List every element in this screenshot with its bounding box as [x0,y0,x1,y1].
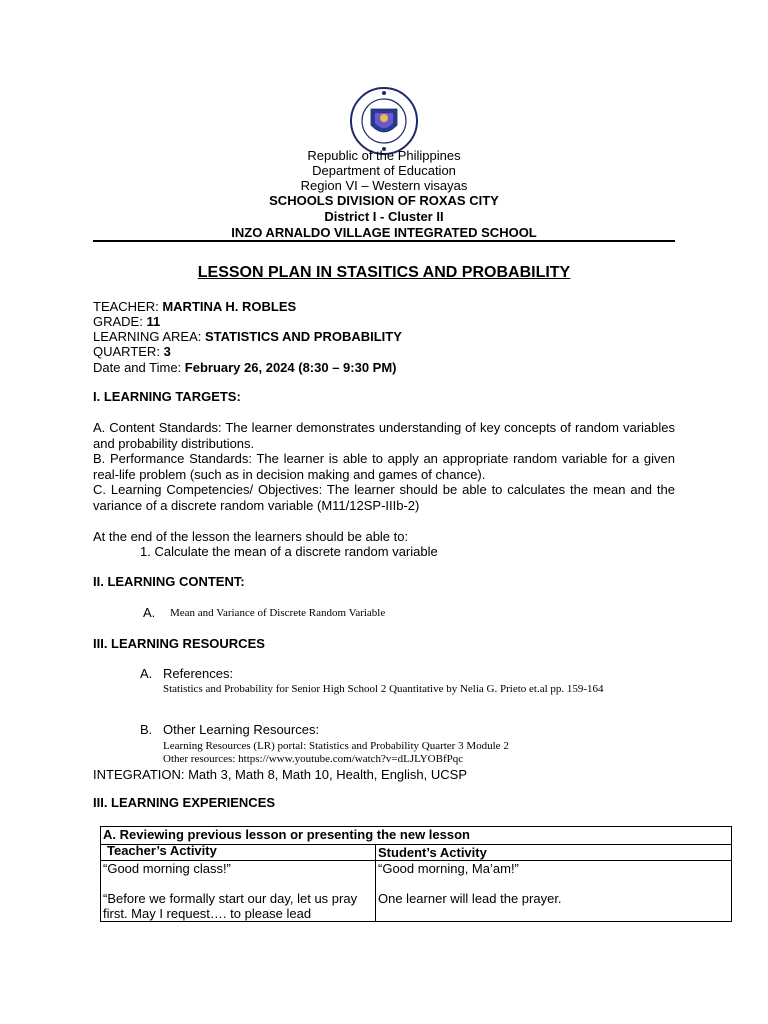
table-title-row [101,827,732,845]
quarter-value: 3 [163,344,171,359]
learning-area-line [93,329,402,344]
references-label: References: [163,666,234,681]
other-resources-link[interactable]: Other resources: https://www.youtube.com/watch?v=dLJLYOBfPqc [163,753,464,765]
content-item: Mean and Variance of Discrete Random Variable [170,607,386,619]
region-line: Region VI – Western visayas [300,178,468,193]
teacher-line [93,299,296,314]
student-activity-cell [376,861,732,922]
area-value: STATISTICS AND PROBABILITY [204,329,402,344]
quarter-label: QUARTER: [93,344,164,359]
teacher-greeting: “Good morning class!” [103,861,231,876]
grade-line [93,314,160,329]
learning-resources-heading: III. LEARNING RESOURCES [93,636,265,651]
department-line: Department of Education [312,163,456,178]
date-value: February 26, 2024 (8:30 – 9:30 PM) [184,360,397,375]
header-divider [93,240,675,242]
performance-standards: B. Performance Standards: The learner is able to apply an appropriate random variable for a given real-life problem (such as in decision making and games of chance). [93,451,675,482]
lr-portal-text: Learning Resources (LR) portal: Statistics and Probability Quarter 3 Module 2 [163,740,509,752]
school-name: INZO ARNALDO VILLAGE INTEGRATED SCHOOL [231,225,537,240]
references-text: Statistics and Probability for Senior High School 2 Quantitative by Nelia G. Prieto et.al pp. 159-164 [163,683,604,695]
other-resources-label: Other Learning Resources: [163,722,320,737]
integration-line: INTEGRATION: Math 3, Math 8, Math 10, Health, English, UCSP [93,767,468,782]
references-letter: A. [140,666,153,681]
date-line [93,360,397,375]
learning-experiences-heading: III. LEARNING EXPERIENCES [93,795,276,810]
grade-label: GRADE: [93,314,147,329]
district-line: District I - Cluster II [324,209,444,224]
table-title: A. Reviewing previous lesson or presenting the new lesson [101,827,732,845]
content-standards: A. Content Standards: The learner demonstrates understanding of key concepts of random variables and probability distributions. [93,420,675,451]
teacher-activity-header: Teacher’s Activity [101,845,376,861]
teacher-label: TEACHER: [93,299,163,314]
republic-line: Republic of the Philippines [307,148,461,163]
quarter-line [93,344,171,359]
teacher-activity-cell [101,861,376,922]
deped-seal-logo [339,87,429,155]
other-resources-letter: B. [140,722,153,737]
table-header-row [101,845,732,861]
area-label: LEARNING AREA: [93,329,205,344]
learning-competencies: C. Learning Competencies/ Objectives: The learner should be able to calculates the mean and the variance of a discrete random variable (M11/12SP-IIIb-2) [93,482,675,513]
objectives-intro: At the end of the lesson the learners should be able to: [93,529,409,544]
student-greeting: “Good morning, Ma’am!” [378,861,519,876]
student-activity-header: Student’s Activity [376,845,732,861]
teacher-prayer-request: “Before we formally start our day, let us pray first. May I request…. to please lead [103,891,358,921]
table-row [101,861,732,922]
teacher-value: MARTINA H. ROBLES [162,299,297,314]
student-prayer-response: One learner will lead the prayer. [378,891,562,906]
learning-content-heading: II. LEARNING CONTENT: [93,574,245,589]
objective-item: 1. Calculate the mean of a discrete random variable [140,544,438,559]
date-label: Date and Time: [93,360,185,375]
learning-experiences-table [100,826,732,922]
content-item-letter: A. [143,605,156,620]
learning-targets-heading: I. LEARNING TARGETS: [93,389,241,404]
grade-value: 11 [146,314,161,329]
division-line: SCHOOLS DIVISION OF ROXAS CITY [269,193,499,208]
page-title: LESSON PLAN IN STASITICS AND PROBABILITY [197,264,571,281]
